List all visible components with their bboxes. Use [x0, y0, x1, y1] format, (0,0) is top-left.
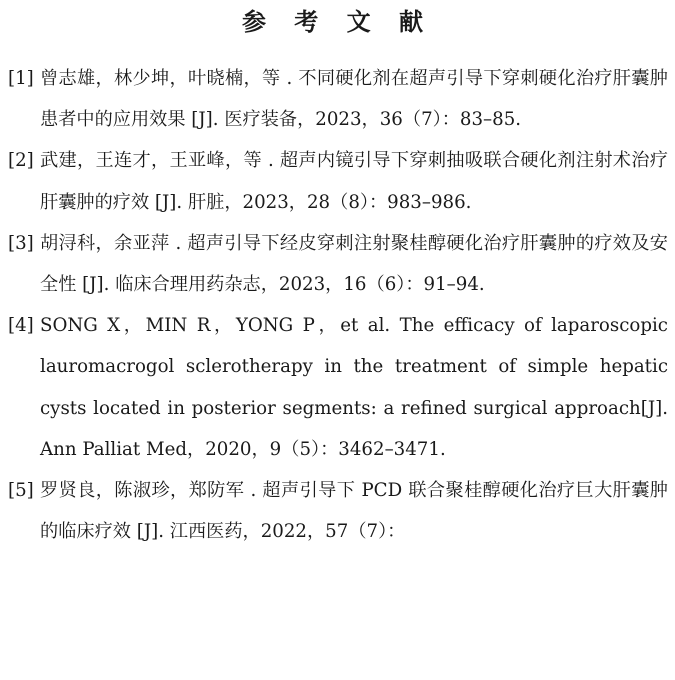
reference-text: 胡浔科，余亚萍 . 超声引导下经皮穿刺注射聚桂醇硬化治疗肝囊肿的疗效及安全性 [J]. 临床合理用药杂志，2023，16（6）：91–94. [40, 232, 668, 296]
reference-number: [1] [8, 68, 34, 89]
reference-item [8, 58, 668, 140]
reference-number: [4] [8, 315, 34, 337]
references-heading: 参 考 文 献 [241, 8, 434, 36]
reference-text: 曾志雄，林少坤，叶晓楠，等 . 不同硬化剂在超声引导下穿刺硬化治疗肝囊肿患者中的应用效果 [J]. 医疗装备，2023，36（7）：83–85. [40, 68, 668, 131]
reference-number: [5] [8, 480, 34, 502]
reference-text: 武建，王连才，王亚峰，等 . 超声内镜引导下穿刺抽吸联合硬化剂注射术治疗肝囊肿的疗效 [J]. 肝脏，2023，28（8）：983–986. [40, 150, 668, 213]
reference-text: SONG X，MIN R，YONG P，et al. The efficacy of laparoscopic lauromacrogol sclerotherapy in the treatment of simple hepatic cysts located in posterior segments: a refined surgical approach[J]. Ann Palliat Med，2020，9（5）：3462–3471. [40, 315, 668, 460]
reference-item [8, 223, 668, 305]
reference-number: [3] [8, 232, 34, 254]
reference-text: 罗贤良，陈淑珍，郑防军 . 超声引导下 PCD 联合聚桂醇硬化治疗巨大肝囊肿的临床疗效 [J]. 江西医药，2022，57（7）： [40, 480, 668, 543]
reference-list [8, 58, 668, 552]
reference-item [8, 140, 668, 222]
reference-number: [2] [8, 150, 34, 172]
reference-item [8, 305, 668, 470]
reference-item [8, 470, 668, 552]
